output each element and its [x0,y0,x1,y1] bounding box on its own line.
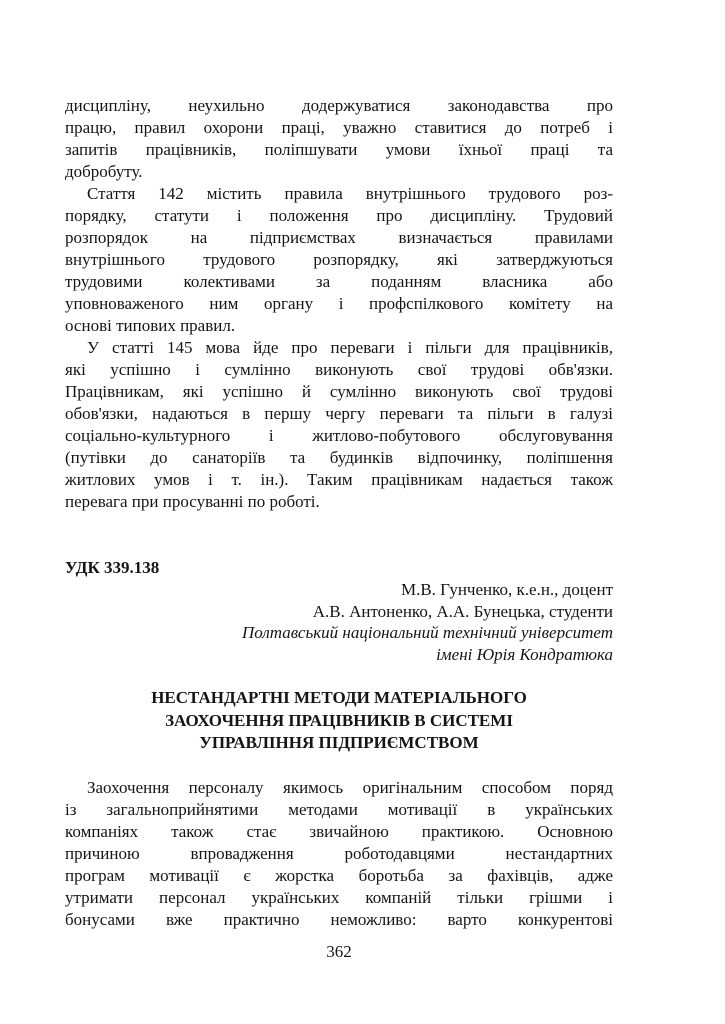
udc-code: УДК 339.138 [65,558,160,577]
paragraph-article-142 [65,183,613,337]
author-name: М.В. Гунченко, к.е.н., доцент [400,580,613,599]
text-line: житлових умов і т. ін.). Таким працівникам надається також [65,470,613,489]
text-line: внутрішнього трудового розпорядку, які затверджуються [65,250,613,269]
text-line: програм мотивації є жорстка боротьба за фахівців, адже [65,865,613,885]
text-line: компаніях також стає звичайною практикою. Основною [65,821,613,841]
text-line: причиною впровадження роботодавцями нестандартних [65,843,613,863]
text-line: (путівки до санаторіїв та будинків відпочинку, поліпшення [65,448,613,467]
text-line: Заохочення персоналу якимось оригінальним способом поряд [87,777,613,797]
text-line: трудовими колективами за поданням власника або [65,272,613,291]
text-line: розпорядок на підприємствах визначається правилами [65,228,613,247]
text-line: із загальноприйнятими методами мотивації в українських [65,799,613,819]
text-line: У статті 145 мова йде про переваги і пільги для працівників, [87,338,613,357]
affiliation-line: Полтавський національний технічний університет [242,623,613,642]
text-line: основі типових правил. [65,316,236,335]
paragraph-article-145 [65,337,613,513]
page-number: 362 [326,941,352,961]
text-line: бонусами вже практично неможливо: варто конкурентові [65,909,613,929]
text-line: запитів працівників, поліпшувати умови їхньої праці та [65,140,613,159]
author-name: А.В. Антоненко, А.А. Бунецька, студенти [312,601,613,621]
text-line: перевага при просуванні по роботі. [65,492,320,511]
paragraph-continued [65,95,613,183]
paragraph-intro [65,777,613,931]
text-line: обов'язки, надаються в першу чергу переваги та пільги в галузі [65,404,613,423]
text-line: соціально-культурного і житлово-побутового обслуговування [65,426,613,445]
article-title-line: НЕСТАНДАРТНІ МЕТОДИ МАТЕРІАЛЬНОГО [151,688,527,707]
text-line: утримати персонал українських компаній тільки грішми і [65,887,613,907]
article-title-line: ЗАОХОЧЕННЯ ПРАЦІВНИКІВ В СИСТЕМІ [165,710,513,730]
author-block [65,579,613,665]
text-line: Працівникам, які успішно й сумлінно виконують свої трудові [65,382,613,401]
text-line: дисципліну, неухильно додержуватися законодавства про [65,96,613,115]
article-title [65,687,613,755]
text-line: добробуту. [65,162,143,181]
text-line: які успішно і сумлінно виконують свої трудові обв'язки. [65,360,613,379]
text-line: Стаття 142 містить правила внутрішнього трудового роз- [87,184,613,203]
text-line: порядку, статути і положення про дисципліну. Трудовий [65,206,613,225]
text-line: працю, правил охорони праці, уважно ставитися до потреб і [65,118,613,137]
affiliation-line: імені Юрія Кондратюка [436,644,613,664]
article-title-line: УПРАВЛІННЯ ПІДПРИЄМСТВОМ [199,733,479,752]
text-line: уповноваженого ним органу і профспілкового комітету на [65,294,613,313]
